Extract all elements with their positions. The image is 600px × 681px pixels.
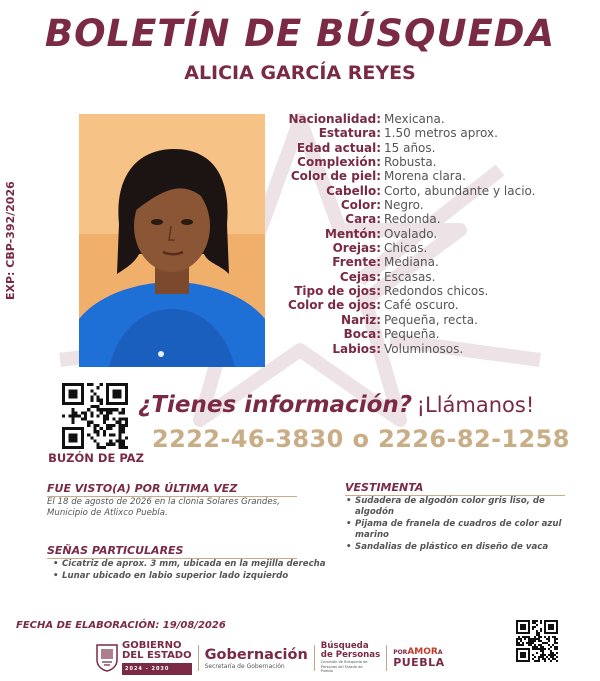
detail-value: Robusta. xyxy=(384,155,437,170)
buzon-de-paz-label: BUZÓN DE PAZ xyxy=(48,451,144,465)
detail-row xyxy=(268,298,588,312)
call-us-text: ¡Llámanos! xyxy=(416,393,535,417)
detail-label: Boca: xyxy=(343,327,381,342)
detail-row xyxy=(268,284,588,298)
last-seen-text: El 18 de agosto de 2026 en la clonia Solares Grandes, Municipio de Atlixco Puebla. xyxy=(47,497,280,518)
clothing-item: • Pijama de franela de cuadros de color azul marino xyxy=(345,519,575,541)
info-question: ¿Tienes información? xyxy=(138,392,413,418)
detail-value: Negro. xyxy=(384,198,424,213)
detail-row xyxy=(268,198,588,212)
detail-row xyxy=(268,155,588,169)
detail-value: Morena clara. xyxy=(384,169,466,184)
marks-heading: SEÑAS PARTICULARES xyxy=(47,544,183,557)
detail-row xyxy=(268,169,588,183)
bulletin-title: BOLETÍN DE BÚSQUEDA xyxy=(44,12,556,55)
detail-row xyxy=(268,212,588,226)
detail-row xyxy=(268,112,588,126)
detail-row xyxy=(268,141,588,155)
detail-row xyxy=(268,255,588,269)
phone-numbers[interactable]: 2222-46-3830 o 2226-82-1258 xyxy=(152,425,570,453)
detail-label: Mentón: xyxy=(325,226,381,241)
physical-description-list xyxy=(268,112,588,356)
detail-value: Redonda. xyxy=(384,212,441,227)
mark-item: • Lunar ubicado en labio superior lado izquierdo xyxy=(52,571,342,582)
elaboration-date: FECHA DE ELABORACIÓN: 19/08/2026 xyxy=(16,620,226,631)
detail-label: Frente: xyxy=(332,255,381,270)
detail-value: Chicas. xyxy=(384,241,428,256)
detail-label: Cara: xyxy=(345,212,381,227)
detail-row xyxy=(268,270,588,284)
detail-value: 1.50 metros aprox. xyxy=(384,126,498,141)
detail-label: Complexión: xyxy=(297,155,381,170)
detail-value: 15 años. xyxy=(384,140,436,155)
gobernacion-logo: Gobernación Secretaría de Gobernación xyxy=(204,646,308,670)
detail-value: Redondos chicos. xyxy=(384,284,489,299)
detail-label: Nariz: xyxy=(341,312,381,327)
detail-label: Color: xyxy=(340,198,381,213)
detail-value: Mediana. xyxy=(384,255,439,270)
detail-label: Cejas: xyxy=(339,269,381,284)
detail-label: Nacionalidad: xyxy=(288,112,381,126)
clothing-list xyxy=(345,496,575,554)
expediente-number: EXP: CBP-392/2026 xyxy=(4,181,17,300)
footer-divider xyxy=(314,645,315,671)
detail-value: Pequeña. xyxy=(384,327,440,342)
detail-label: Orejas: xyxy=(332,241,381,256)
detail-label: Cabello: xyxy=(326,183,381,198)
mark-item: • Cicatriz de aprox. 3 mm, ubicada en la mejilla derecha xyxy=(52,559,342,570)
qr-code-buzon[interactable] xyxy=(62,383,128,449)
detail-row xyxy=(268,227,588,241)
footer-divider xyxy=(386,645,387,671)
footer-divider xyxy=(198,645,199,671)
detail-value: Escasas. xyxy=(384,269,436,284)
detail-value: Pequeña, recta. xyxy=(384,312,478,327)
gobierno-logo: GOBIERNO DEL ESTADO 2024 - 2030 xyxy=(96,641,192,675)
last-seen-heading: FUE VISTO(A) POR ÚLTIMA VEZ xyxy=(47,482,237,495)
detail-label: Labios: xyxy=(332,341,381,356)
busqueda-logo: Búsqueda de Personas Comisión de Búsqueda de Personas del Estado de Puebla xyxy=(320,641,381,674)
footer-logos xyxy=(96,635,445,681)
detail-value: Corto, abundante y lacio. xyxy=(384,183,536,198)
person-photo xyxy=(79,114,265,367)
clothing-heading: VESTIMENTA xyxy=(345,481,423,494)
por-amor-a-puebla-logo: PORAMORA PUEBLA xyxy=(393,646,445,669)
detail-label: Estatura: xyxy=(318,126,381,141)
detail-row xyxy=(268,327,588,341)
detail-label: Color de ojos: xyxy=(288,298,381,313)
contact-prompt xyxy=(138,392,534,418)
detail-value: Ovalado. xyxy=(384,226,438,241)
detail-label: Color de piel: xyxy=(290,169,381,184)
detail-value: Voluminosos. xyxy=(384,341,464,356)
state-shield-icon xyxy=(96,644,118,672)
detail-value: Café oscuro. xyxy=(384,298,459,313)
marks-list xyxy=(52,559,342,583)
detail-value: Mexicana. xyxy=(384,112,445,126)
clothing-item: • Sudadera de algodón color gris liso, de algodón xyxy=(345,496,575,518)
missing-person-name: ALICIA GARCÍA REYES xyxy=(184,62,416,84)
detail-label: Tipo de ojos: xyxy=(294,284,381,299)
detail-row xyxy=(268,126,588,140)
detail-row xyxy=(268,313,588,327)
detail-label: Edad actual: xyxy=(296,140,381,155)
detail-row xyxy=(268,241,588,255)
clothing-item: • Sandalias de plástico en diseño de vaca xyxy=(345,542,575,553)
detail-row xyxy=(268,342,588,356)
detail-row xyxy=(268,184,588,198)
qr-code-footer[interactable] xyxy=(516,620,558,662)
